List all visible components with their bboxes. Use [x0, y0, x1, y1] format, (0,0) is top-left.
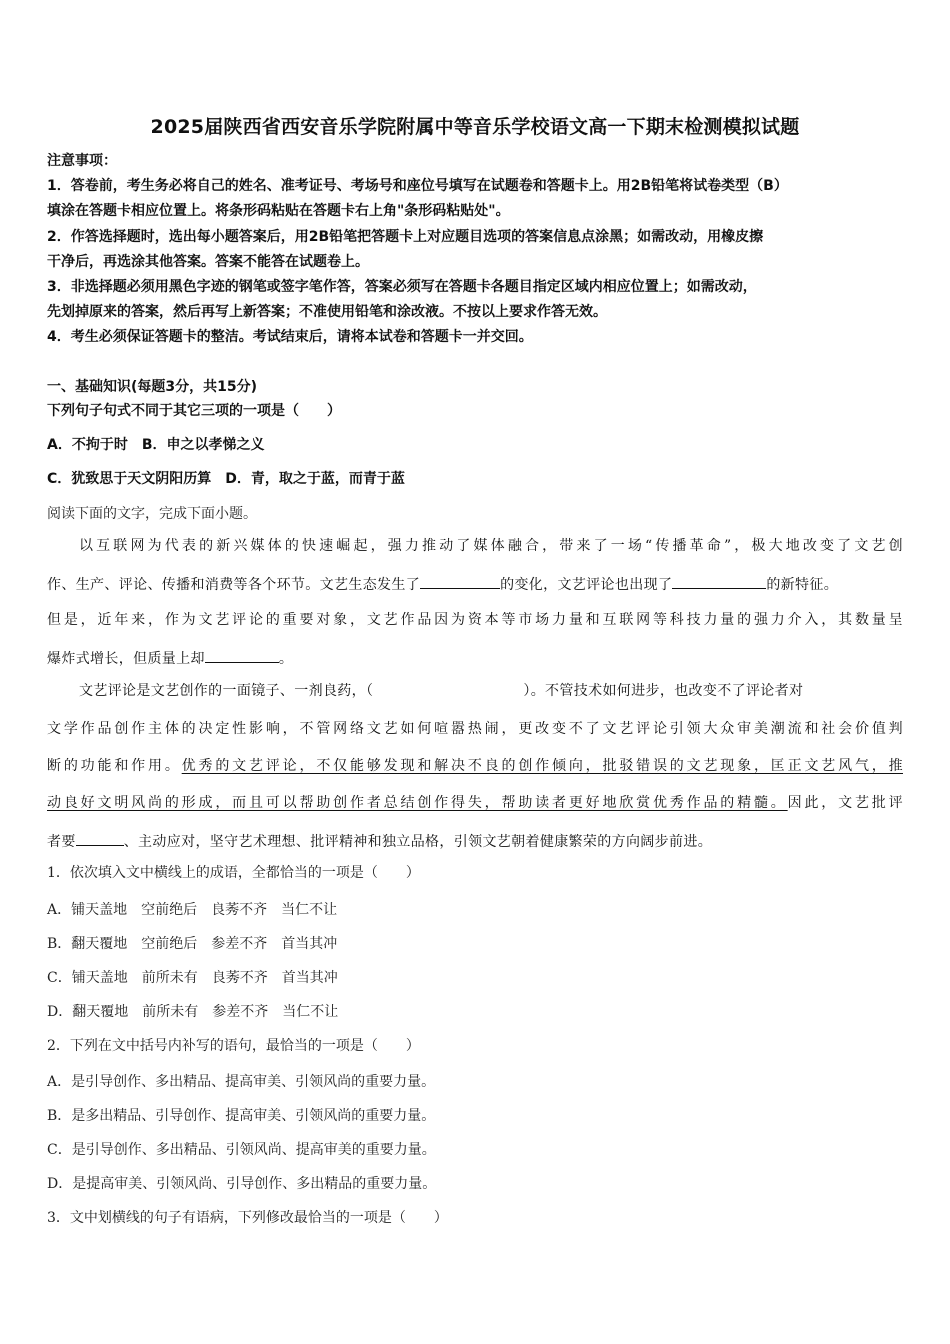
- passage-line: [47, 682, 903, 700]
- passage-text: 、主动应对，坚守艺术理想、批评精神和独立品格，引领文艺朝着健康繁荣的方向阔步前进。: [123, 834, 713, 850]
- fill-blank: [205, 648, 279, 663]
- notice-heading: 注意事项：: [47, 153, 117, 169]
- option-a: A．是引导创作、多出精品、提高审美、引领风尚的重要力量。: [47, 1074, 436, 1090]
- option-a: A．铺天盖地 空前绝后 良莠不齐 当仁不让: [47, 902, 338, 918]
- passage-line: 但是，近年来，作为文艺评论的重要对象，文艺作品因为资本等市场力量和互联网等科技力量的强力介入，其数量呈: [47, 612, 903, 628]
- notice-line: 4．考生必须保证答题卡的整洁。考试结束后，请将本试卷和答题卡一并交回。: [47, 329, 533, 345]
- reading-intro: 阅读下面的文字，完成下面小题。: [47, 506, 257, 522]
- passage-line: [47, 831, 903, 851]
- passage-line: [47, 574, 903, 594]
- option-c: C．铺天盖地 前所未有 良莠不齐 首当其冲: [47, 970, 338, 986]
- underlined-sentence: 动良好文明风尚的形成，而且可以帮助创作者总结创作得失，帮助读者更好地欣赏优秀作品的精髓。: [47, 795, 788, 811]
- notice-line: 1．答卷前，考生务必将自己的姓名、准考证号、考场号和座位号填写在试题卷和答题卡上。用2B铅笔将试卷类型（B）: [47, 178, 788, 194]
- passage-text: 的变化，文艺评论也出现了: [500, 577, 673, 593]
- page-title: 2025届陕西省西安音乐学院附属中等音乐学校语文高一下期末检测模拟试题: [150, 116, 800, 138]
- passage-text: 。: [278, 651, 294, 667]
- passage-text: 断的功能和作用。: [47, 758, 182, 774]
- passage-text: 者要: [47, 834, 76, 850]
- question-options: A．不拘于时 B．申之以孝悌之义: [47, 437, 265, 453]
- passage-text: 爆炸式增长，但质量上却: [47, 651, 205, 667]
- fill-blank: [672, 574, 766, 589]
- notice-line: 填涂在答题卡相应位置上。将条形码粘贴在答题卡右上角"条形码粘贴处"。: [47, 203, 510, 219]
- passage-line: 文学作品创作主体的决定性影响，不管网络文艺如何喧嚣热闹，更改变不了文艺评论引领大众审美潮流和社会价值判: [47, 721, 903, 737]
- passage-text: 作、生产、评论、传播和消费等各个环节。文艺生态发生了: [47, 577, 421, 593]
- option-d: D．是提高审美、引领风尚、引导创作、多出精品的重要力量。: [47, 1176, 437, 1192]
- passage-text: ）。不管技术如何进步，也改变不了评论者对: [523, 683, 804, 699]
- question-options: C．犹致思于天文阴阳历算 D．青，取之于蓝，而青于蓝: [47, 471, 405, 487]
- question-stem: 下列句子句式不同于其它三项的一项是（ ）: [47, 403, 341, 419]
- fill-blank: [76, 831, 124, 846]
- notice-line: 先划掉原来的答案，然后再写上新答案；不准使用铅笔和涂改液。不按以上要求作答无效。: [47, 304, 607, 320]
- option-b: B．翻天覆地 空前绝后 参差不齐 首当其冲: [47, 936, 338, 952]
- passage-line: [47, 757, 903, 775]
- notice-line: 3．非选择题必须用黑色字迹的钢笔或签字笔作答，答案必须写在答题卡各题目指定区域内相应位置上；如需改动，: [47, 279, 757, 295]
- underlined-sentence: 优秀的文艺评论，不仅能够发现和解决不良的创作倾向，批驳错误的文艺现象，匡正文艺风气，推: [181, 758, 903, 774]
- option-c: C．是引导创作、多出精品、引领风尚、提高审美的重要力量。: [47, 1142, 436, 1158]
- notice-line: 2．作答选择题时，选出每小题答案后，用2B铅笔把答题卡上对应题目选项的答案信息点涂黑；如需改动，用橡皮擦: [47, 229, 764, 245]
- passage-line: [47, 794, 903, 812]
- notice-line: 干净后，再选涂其他答案。答案不能答在试题卷上。: [47, 254, 369, 270]
- passage-text: 的新特征。: [766, 577, 839, 593]
- passage-line: [47, 648, 903, 668]
- passage-line: 以互联网为代表的新兴媒体的快速崛起，强力推动了媒体融合，带来了一场“传播革命”，极大地改变了文艺创: [79, 538, 903, 554]
- option-b: B．是多出精品、引导创作、提高审美、引领风尚的重要力量。: [47, 1108, 436, 1124]
- question-stem: 1．依次填入文中横线上的成语，全都恰当的一项是（ ）: [47, 865, 420, 881]
- section-heading: 一、基础知识(每题3分，共15分): [47, 379, 258, 395]
- passage-text: 文艺评论是文艺创作的一面镜子、一剂良药，（: [79, 683, 374, 699]
- question-stem: 2．下列在文中括号内补写的语句，最恰当的一项是（ ）: [47, 1038, 420, 1054]
- option-d: D．翻天覆地 前所未有 参差不齐 当仁不让: [47, 1004, 339, 1020]
- passage-text: 因此，文艺批评: [787, 795, 903, 811]
- fill-blank: [420, 574, 500, 589]
- question-stem: 3．文中划横线的句子有语病，下列修改最恰当的一项是（ ）: [47, 1210, 448, 1226]
